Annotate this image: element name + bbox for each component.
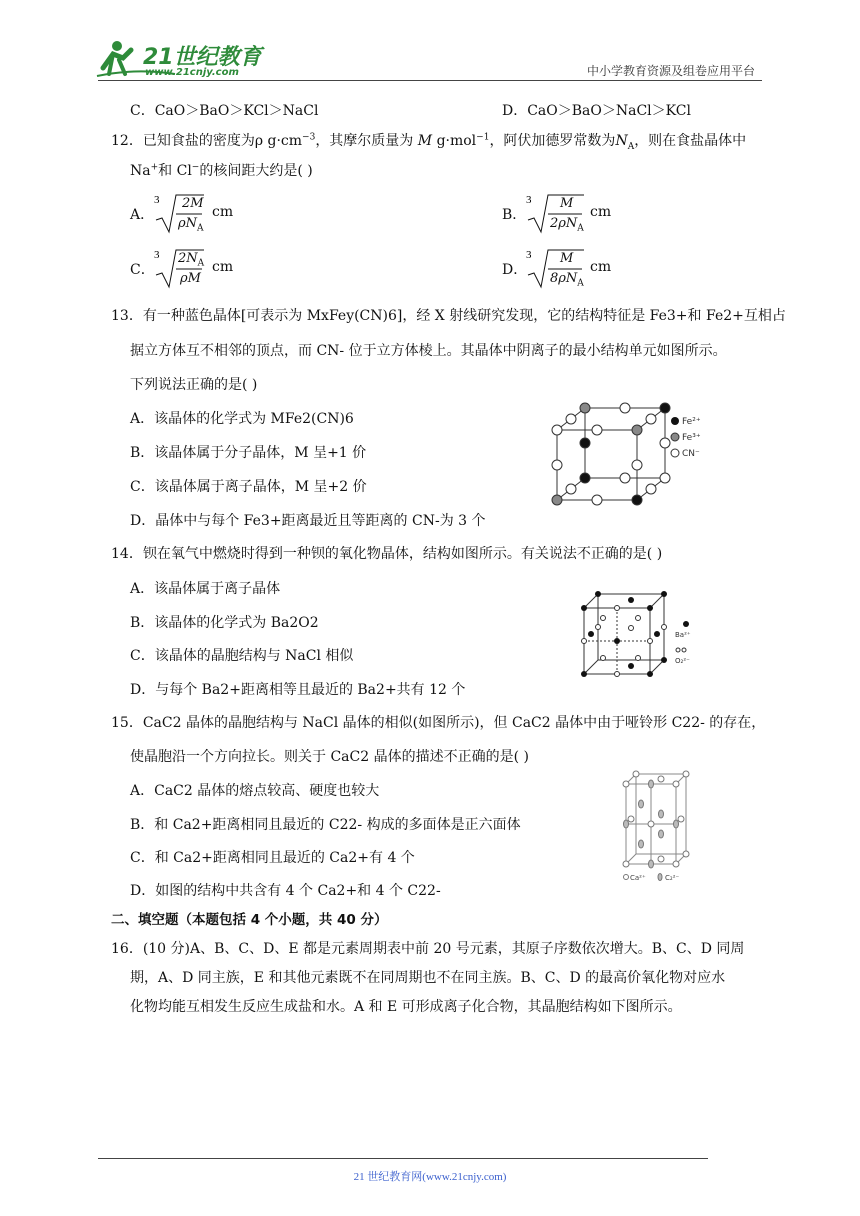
q14-option-a: A．该晶体属于离子晶体	[130, 581, 281, 597]
q16-stem-line3: 化物均能互相发生反应生成盐和水。A 和 E 可形成离子化合物，其晶胞结构如下图所示。	[130, 999, 682, 1015]
q14-option-d: D．与每个 Ba2+距离相等且最近的 Ba2+共有 12 个	[130, 682, 466, 698]
svg-text:3: 3	[154, 194, 160, 206]
q13-stem-line2: 据立方体互不相邻的顶点，而 CN- 位于立方体棱上。其晶体中阴离子的最小结构单元如图所示。	[130, 343, 727, 359]
q15-option-d: D．如图的结构中共含有 4 个 Ca2+和 4 个 C22-	[130, 883, 441, 899]
legend-cn: CN⁻	[682, 449, 700, 459]
section-title: 二、填空题（本题包括 4 个小题，共 40 分）	[111, 912, 388, 928]
q14-stem: 14．钡在氧气中燃烧时得到一种钡的氧化物晶体，结构如图所示。有关说法不正确的是( )	[111, 546, 663, 562]
svg-text:3: 3	[526, 249, 532, 261]
q11-option-c: C．CaO＞BaO＞KCl＞NaCl	[130, 103, 319, 119]
legend-fe3: Fe³⁺	[682, 433, 701, 443]
q16-stem-line2: 期，A、D 同主族，E 和其他元素既不在同周期也不在同主族。B、C、D 的最高价氧化物对应水	[130, 970, 726, 986]
q13-option-b: B．该晶体属于分子晶体，M 呈+1 价	[130, 445, 367, 461]
legend-ba: Ba²⁺	[675, 631, 691, 639]
q12-option-a: A． 3 2M $\rho N_A$ cm	[130, 192, 390, 236]
logo	[95, 38, 260, 82]
svg-text:3: 3	[154, 249, 160, 261]
q14-crystal-figure	[578, 588, 703, 683]
legend-fe2: Fe²⁺	[682, 417, 701, 427]
svg-text:3: 3	[526, 194, 532, 206]
q12-option-c: C． 3 $2N_A$ ρM cm	[130, 247, 390, 291]
q13-stem-line3: 下列说法正确的是( )	[130, 377, 258, 393]
q15-option-a: A．CaC2 晶体的熔点较高、硬度也较大	[130, 783, 380, 799]
q12-option-b: B． 3 M $2\rho N_A$ cm	[502, 192, 762, 236]
q15-crystal-figure	[620, 768, 692, 884]
q12-option-d: D． 3 M $8\rho N_A$ cm	[502, 247, 762, 291]
q13-crystal-figure	[545, 400, 715, 510]
q12-stem-line2: Na+和 Cl−的核间距大约是( )	[130, 162, 313, 179]
q15-option-b: B．和 Ca2+距离相同且最近的 C22- 构成的多面体是正六面体	[130, 817, 521, 833]
q16-stem-line1: 16．(10 分)A、B、C、D、E 都是元素周期表中前 20 号元素，其原子序数依次增大。B、C、D 同周	[111, 941, 745, 957]
q13-option-a: A．该晶体的化学式为 MFe2(CN)6	[130, 411, 354, 427]
q15-option-c: C．和 Ca2+距离相同且最近的 Ca2+有 4 个	[130, 850, 415, 866]
q15-stem-line1: 15．CaC2 晶体的晶胞结构与 NaCl 晶体的相似(如图所示)，但 CaC2 晶体中由于哑铃形 C22- 的存在，	[111, 715, 766, 731]
footer-divider	[98, 1158, 708, 1159]
q13-option-c: C．该晶体属于离子晶体，M 呈+2 价	[130, 479, 367, 495]
legend-o2: O₂²⁻	[675, 657, 690, 665]
legend-c2: C₂²⁻	[665, 874, 680, 882]
q12-stem-line1: 12．已知食盐的密度为ρ $g\cdot cm^{-3}$，其摩尔质量为 M g·mol$^{-1}$，阿伏加德罗常数为$N_A$，则在食盐晶体中	[111, 132, 747, 152]
q14-option-c: C．该晶体的晶胞结构与 NaCl 相似	[130, 648, 354, 664]
platform-name: 中小学教育资源及组卷应用平台	[586, 64, 755, 78]
header-divider	[98, 80, 762, 81]
logo-text: 21世纪教育	[143, 45, 262, 70]
q11-option-d: D．CaO＞BaO＞NaCl＞KCl	[502, 103, 691, 119]
logo-url: www.21cnjy.com	[145, 67, 239, 78]
q14-option-b: B．该晶体的化学式为 Ba2O2	[130, 615, 319, 631]
q13-option-d: D．晶体中与每个 Fe3+距离最近且等距离的 CN-为 3 个	[130, 513, 486, 529]
q15-stem-line2: 使晶胞沿一个方向拉长。则关于 CaC2 晶体的描述不正确的是( )	[130, 749, 529, 765]
q13-stem-line1: 13．有一种蓝色晶体[可表示为 MxFey(CN)6]，经 X 射线研究发现，它的结构特征是 Fe3+和 Fe2+互相占	[111, 308, 786, 324]
footer-text: 21 世纪教育网(www.21cnjy.com)	[353, 1171, 507, 1183]
legend-ca: Ca²⁺	[630, 874, 646, 882]
